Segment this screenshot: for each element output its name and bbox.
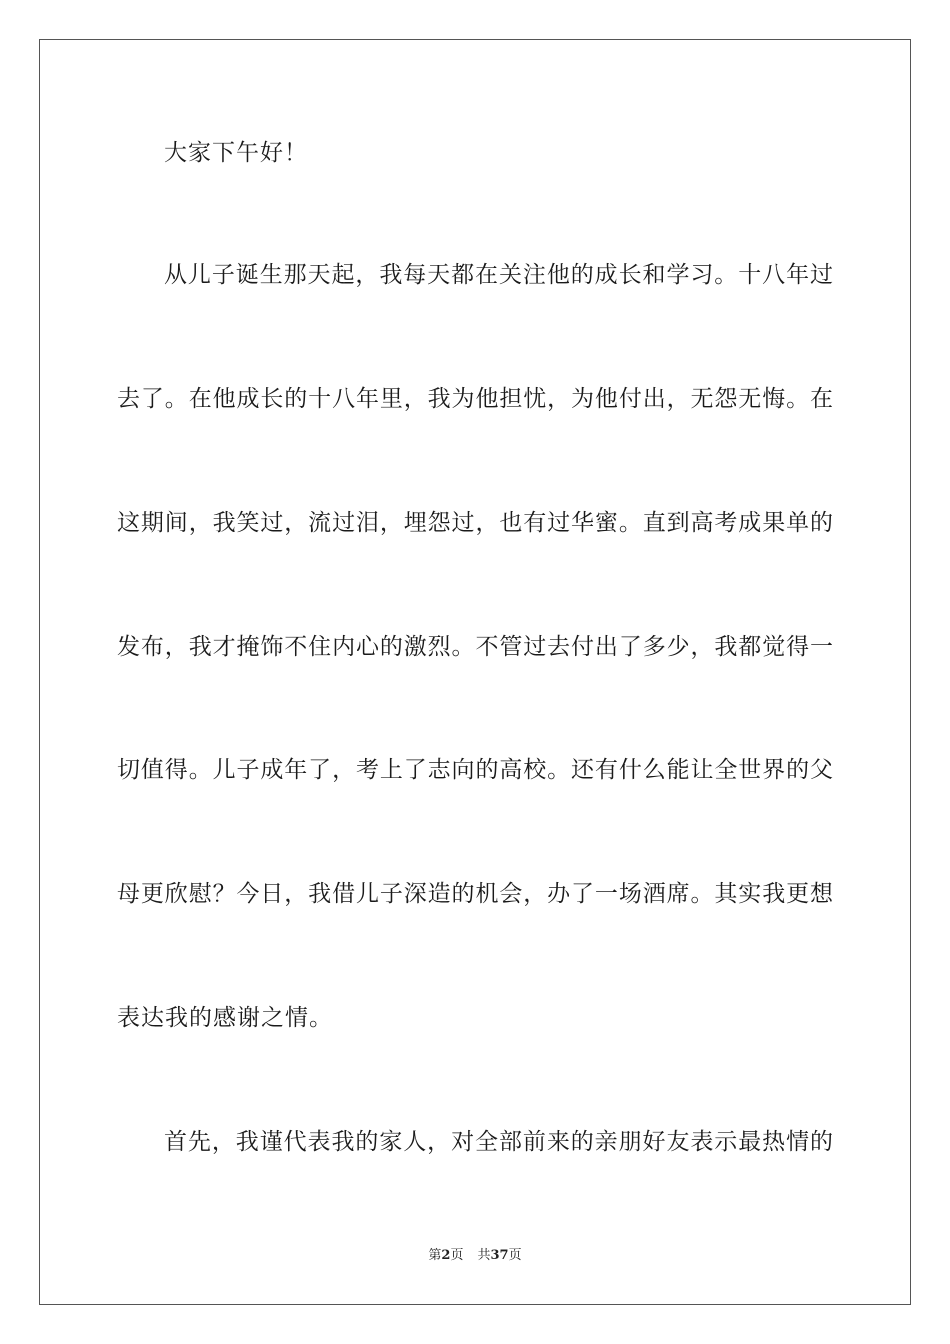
page-footer (0, 1244, 950, 1263)
paragraph-1-line-7: 表达我的感谢之情。 (117, 1005, 333, 1031)
page-prefix: 第 (428, 1248, 442, 1263)
total-prefix: 共 (477, 1248, 491, 1263)
paragraph-1-line-6: 母更欣慰？今日，我借儿子深造的机会，办了一场酒席。其实我更想 (117, 881, 833, 907)
total-page-count: 37 (490, 1248, 509, 1263)
total-suffix: 页 (508, 1248, 522, 1263)
greeting-line: 大家下午好！ (164, 140, 308, 166)
page-suffix: 页 (450, 1248, 464, 1263)
paragraph-1-line-4: 发布，我才掩饰不住内心的激烈。不管过去付出了多少，我都觉得一 (117, 634, 833, 660)
paragraph-1-line-2: 去了。在他成长的十八年里，我为他担忧，为他付出，无怨无悔。在 (117, 386, 833, 412)
paragraph-1-line-5: 切值得。儿子成年了，考上了志向的高校。还有什么能让全世界的父 (117, 757, 833, 783)
current-page-number: 2 (441, 1248, 451, 1263)
paragraph-1-line-1: 从儿子诞生那天起，我每天都在关注他的成长和学习。十八年过 (164, 262, 833, 288)
paragraph-2-line-1: 首先，我谨代表我的家人，对全部前来的亲朋好友表示最热情的 (164, 1129, 833, 1155)
paragraph-1-line-3: 这期间，我笑过，流过泪，埋怨过，也有过华蜜。直到高考成果单的 (117, 510, 833, 536)
page-border (39, 39, 911, 1305)
